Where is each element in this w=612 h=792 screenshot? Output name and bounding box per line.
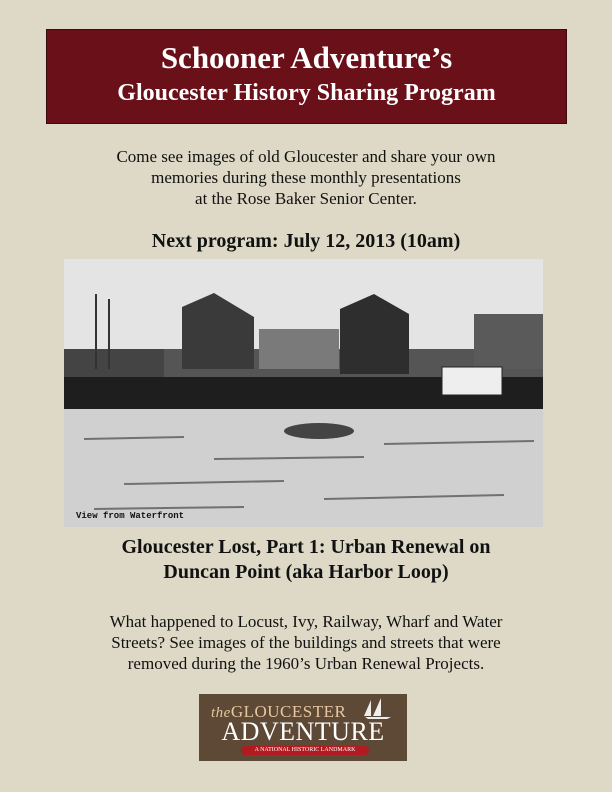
gloucester-adventure-logo [199,694,407,761]
program-title-line: Duncan Point (aka Harbor Loop) [163,561,449,583]
intro-text [0,146,612,209]
program-description [0,611,612,674]
program-title [0,535,612,585]
title-banner [46,29,567,124]
next-program: Next program: July 12, 2013 (10am) [151,230,461,252]
logo-the: the [211,705,231,721]
logo-tagline: A NATIONAL HISTORIC LANDMARK [241,746,369,755]
description-line: What happened to Locust, Ivy, Railway, Wharf and Water [109,612,503,631]
logo-adventure: ADVENTURE [221,717,385,746]
intro-line: Come see images of old Gloucester and share your own [116,147,496,166]
subtitle: Gloucester History Sharing Program [117,80,496,106]
program-title-line: Gloucester Lost, Part 1: Urban Renewal on [121,536,491,558]
intro-line: memories during these monthly presentations [151,168,461,187]
description-line: removed during the 1960’s Urban Renewal Projects. [127,654,485,673]
harbor-photo [64,259,543,527]
title: Schooner Adventure’s [160,40,453,75]
harbor-photo-image [64,259,543,527]
description-line: Streets? See images of the buildings and streets that were [111,633,501,652]
intro-line: at the Rose Baker Senior Center. [195,189,417,208]
logo-gloucester: GLOUCESTER [230,702,347,721]
photo-caption: View from Waterfront [76,511,185,521]
